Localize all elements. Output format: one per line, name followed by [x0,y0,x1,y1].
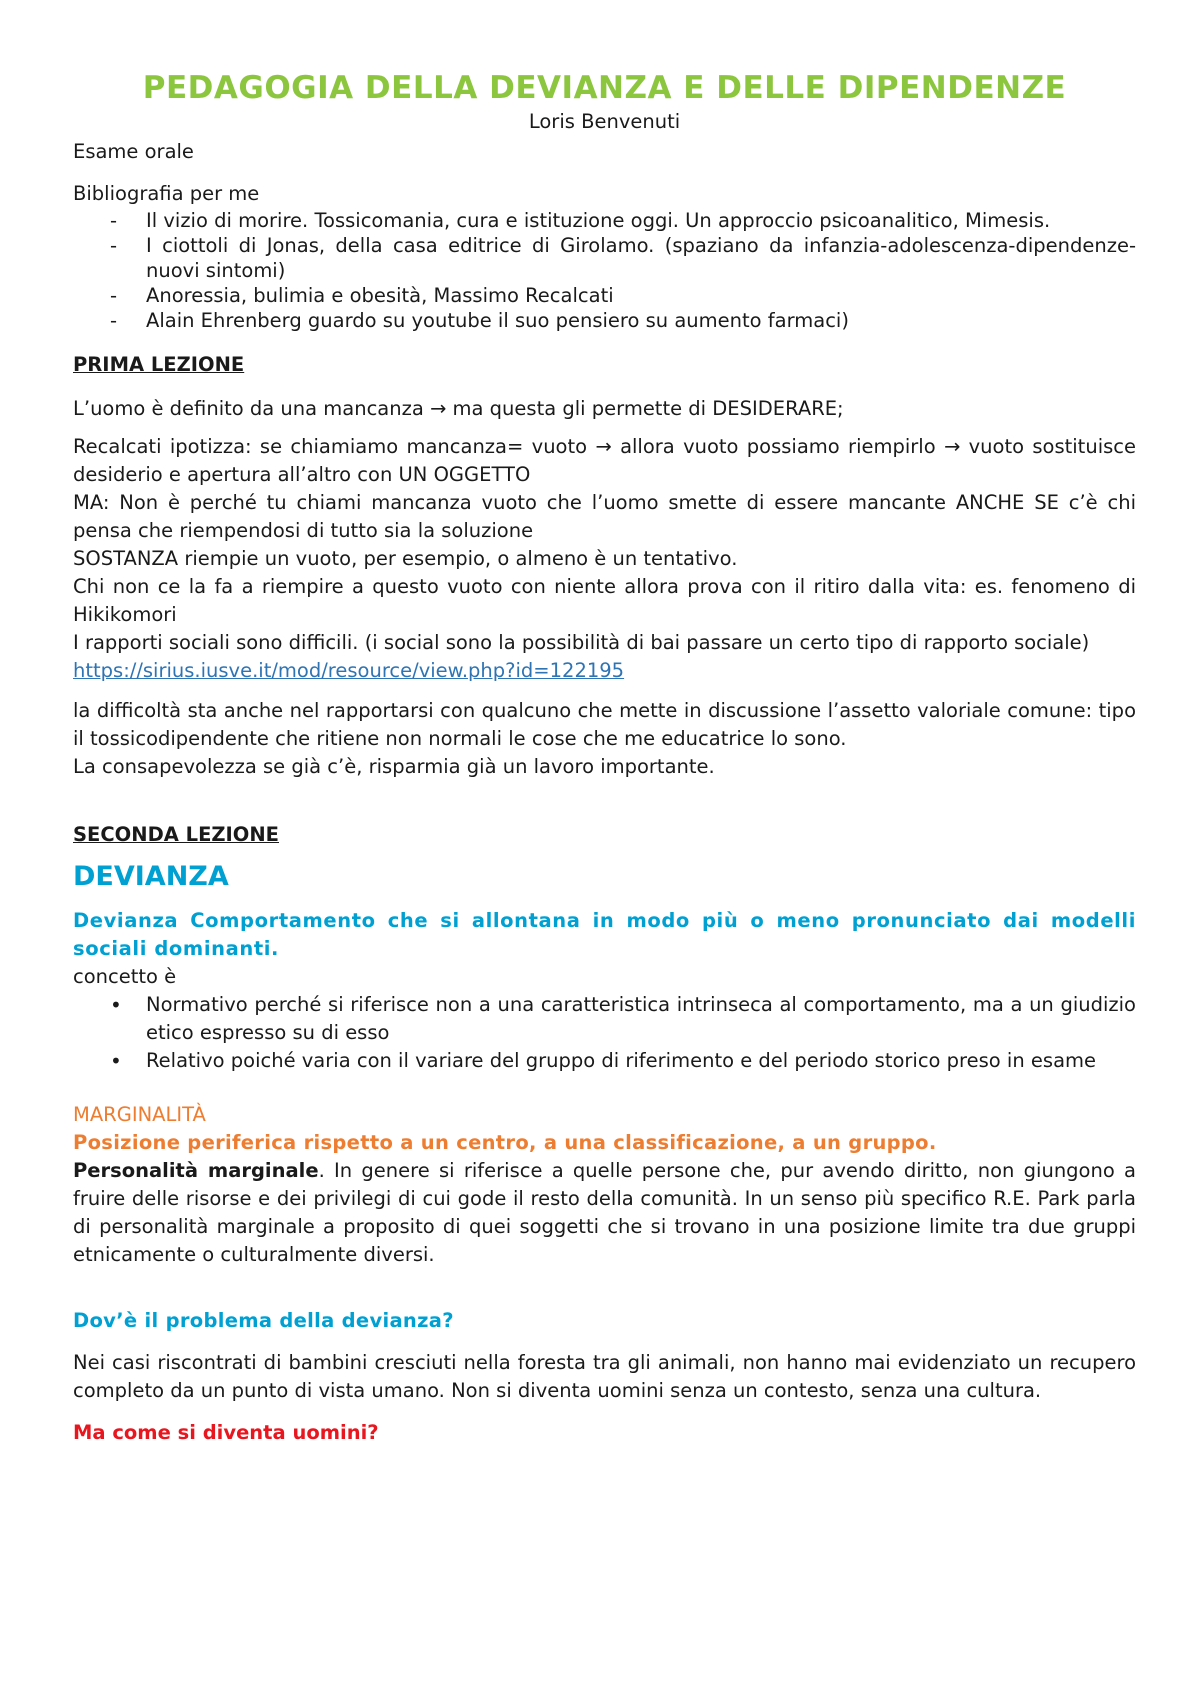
paragraph: Chi non ce la fa a riempire a questo vuoto con niente allora prova con il ritiro dalla vita: es. fenomeno di Hikikomori [73,575,1136,626]
devianza-definition: Devianza Comportamento che si allontana in modo più o meno pronunciato dai modelli sociali dominanti. [73,909,1136,960]
personalita-term: Personalità marginale [73,1159,319,1182]
list-item: - I ciottoli di Jonas, della casa editrice di Girolamo. (spaziano da infanzia-adolescenza-dipendenze- nuovi sintomi) [73,233,1136,283]
question-become-human: Ma come si diventa uomini? [73,1421,379,1444]
paragraph: MA: Non è perché tu chiami mancanza vuoto che l’uomo smette di essere mancante ANCHE SE c’è chi pensa che riempendosi di tutto sia la soluzione [73,491,1136,542]
bibliography-list [73,208,1136,333]
list-item: - Alain Ehrenberg guardo su youtube il suo pensiero su aumento farmaci) [73,308,1136,333]
paragraph: La consapevolezza se già c’è, risparmia già un lavoro importante. [73,755,715,778]
paragraph-block [73,433,1136,685]
concept-list [73,991,1136,1075]
list-item: - Anoressia, bulimia e obesità, Massimo Recalcati [73,283,1136,308]
exam-type: Esame orale [73,140,194,163]
bibliography-label: Bibliografia per me [73,182,260,205]
paragraph: SOSTANZA riempie un vuoto, per esempio, o almeno è un tentativo. [73,547,738,570]
resource-link[interactable]: https://sirius.iusve.it/mod/resource/view.php?id=122195 [73,659,625,682]
lesson-heading-1: PRIMA LEZIONE [73,353,245,376]
paragraph: I rapporti sociali sono difficili. (i social sono la possibilità di bai passare un certo tipo di rapporto sociale) [73,631,1090,654]
document-title: PEDAGOGIA DELLA DEVIANZA E DELLE DIPENDENZE [142,70,1067,106]
personalita-paragraph [73,1157,1136,1269]
question-devianza-problem: Dov’è il problema della devianza? [73,1309,454,1332]
list-item: - Il vizio di morire. Tossicomania, cura e istituzione oggi. Un approccio psicoanalitico, Mimesis. [73,208,1136,233]
section-title-devianza: DEVIANZA [73,861,229,892]
paragraph: Nei casi riscontrati di bambini cresciuti nella foresta tra gli animali, non hanno mai evidenziato un recupero completo da un punto di vista umano. Non si diventa uomini senza un contesto, senza una cultura. [73,1351,1136,1402]
document-author: Loris Benvenuti [528,110,681,133]
personalita-text: . In genere si riferisce a quelle persone che, pur avendo diritto, non giungono a fruire delle risorse e dei privilegi di cui gode il resto della comunità. In un senso più specifico R.E. Park parla di personalità marginale a proposito di quei soggetti che si trovano in una posizione limite tra due gruppi etnicamente o culturalmente diversi. [73,1159,1136,1266]
lesson-heading-2: SECONDA LEZIONE [73,823,279,846]
list-item: • Relativo poiché varia con il variare del gruppo di riferimento e del periodo storico preso in esame [73,1047,1136,1075]
section-title-marginalita: MARGINALITÀ [73,1103,206,1126]
list-item: • Normativo perché si riferisce non a una caratteristica intrinseca al comportamento, ma a un giudizio etico espresso su di esso [73,991,1136,1047]
paragraph-block [73,697,1136,781]
concept-label: concetto è [73,965,177,988]
paragraph: L’uomo è definito da una mancanza → ma questa gli permette di DESIDERARE; [73,397,844,420]
document-page [73,68,1136,1447]
paragraph: la difficoltà sta anche nel rapportarsi con qualcuno che mette in discussione l’assetto valoriale comune: tipo il tossicodipendente che ritiene non normali le cose che me educatrice lo sono. [73,699,1136,750]
paragraph: Recalcati ipotizza: se chiamiamo mancanza= vuoto → allora vuoto possiamo riempirlo → vuoto sostituisce desiderio e apertura all’altro con UN OGGETTO [73,435,1136,486]
marginalita-definition: Posizione periferica rispetto a un centro, a una classificazione, a un gruppo. [73,1131,937,1154]
